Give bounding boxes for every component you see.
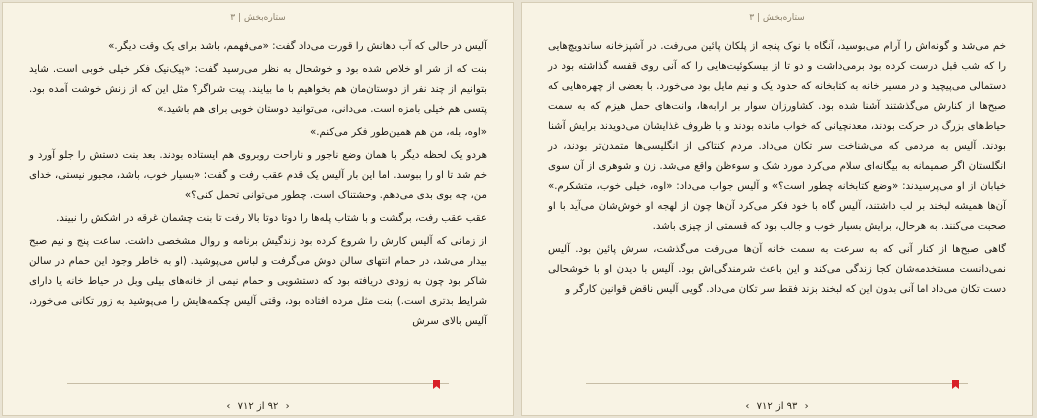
paragraph: گاهی صبح‌ها از کنار آنی که به سرعت به سمت خانه آن‌ها می‌رفت می‌گذشت، سرش پائین بود. آلیس نمی‌دانست مستخدمه‌شان کجا زندگی می‌کند و این باعث شرمندگی‌اش بود. آلیس با دیدن او با خوشحالی دست تکان می‌داد اما آنی بدون این که لبخند بزند فقط سر تکان می‌داد. گویی آلیس ناقض قوانین کارگر و	[548, 244, 1006, 295]
page-navigation	[522, 401, 1032, 412]
bookmark-icon[interactable]	[952, 380, 959, 389]
paragraph: خم می‌شد و گونه‌اش را آرام می‌بوسید، آنگاه با نوک پنجه از پلکان پائین می‌رفت. در آشپزخانه ساندویچ‌هایی را که شب قبل درست کرده بود برمی‌داشت و دو تا از بیسکوئیت‌هایی را که آنی روی قفسه گذاشته بود در دستمالی می‌پیچید و در مسیر خانه به کتابخانه که حدود یک و نیم مایل بود می‌خورد. با بعضی از چهره‌هایی که صبح‌ها از کنارش می‌گذشتند آشنا شده بود. کشاورزان سوار بر ارابه‌ها، وانت‌های حمل هیزم که به سمت حیاط‌های بزرگ در حرکت بودند، معدنچیانی که خواب مانده بودند و با ظروف غذایشان می‌دویدند برایش آشنا بودند. آلیس به مردمی که می‌شناخت سر تکان می‌داد. مردم کنتاکی از انگلیسی‌ها متمدن‌تر بودند، در انگلستان اگر صمیمانه به بیگانه‌ای سلام می‌کرد مورد شک و سوءظن واقع می‌شد. زن و شوهری از آن سوی خیابان از او می‌پرسیدند: «وضع کتابخانه چطور است؟» و آلیس جواب می‌داد: «اوه، خیلی خوب، متشکرم.» آن‌ها همیشه لبخند بر لب داشتند، آلیس گاه با خود فکر می‌کرد آن‌ها چون از لهجه او خوش‌شان می‌آید با او صحبت می‌کنند. به هرحال، برایش بسیار خوب و جالب بود که قسمتی از چیزی باشد.	[548, 41, 1006, 232]
paragraph: «اوه، بله، من هم همین‌طور فکر می‌کنم.»	[310, 127, 487, 138]
paragraph: از زمانی که آلیس کارش را شروع کرده بود زندگیش برنامه و روال مشخصی داشت. ساعت پنج و نیم صبح بیدار می‌شد، در حمام انتهای سالن دوش می‌گرفت و لباس می‌پوشید. (او به خاطر وجود این حمام در سالن شاکر بود چون به زودی دریافته بود که دستشویی و حمام نیمی از خانه‌های بیلی وبل در حیاط خانه یا دارای شرایط بدتری است.) بنت مثل مرده افتاده بود، وقتی آلیس چکمه‌هایش را می‌پوشید به زور تکانی می‌خورد، آلیس بالای سرش	[29, 236, 487, 327]
page-number: ۹۳ از ۷۱۲	[756, 401, 798, 412]
paragraph: بنت که از شر او خلاص شده بود و خوشحال به نظر می‌رسید گفت: «پیک‌نیک فکر خیلی خوبی است. شاید بتوانیم از چند نفر از دوستان‌مان هم بخواهیم با ما بیایند. پیت شراگر؟ مثل این که از زنش خوشت آمده بود. پتسی هم خیلی بامزه است. می‌دانی، می‌توانید دوستان خوبی برای هم باشید.»	[29, 64, 487, 115]
paragraph: عقب عقب رفت، برگشت و با شتاب پله‌ها را دوتا دوتا بالا رفت تا بنت چشمان غرقه در اشکش را نبیند.	[56, 213, 487, 224]
page-header: ستاره‌بخش | ۳	[230, 13, 286, 23]
prev-page-button[interactable]: ‹	[804, 401, 809, 412]
paragraph: آلیس در حالی که آب دهانش را قورت می‌داد گفت: «می‌فهمم، باشد برای یک وقت دیگر.»	[108, 41, 487, 52]
right-page	[521, 2, 1033, 416]
prev-page-button[interactable]: ‹	[285, 401, 290, 412]
next-page-button[interactable]: ›	[745, 401, 750, 412]
bookmark-icon[interactable]	[433, 380, 440, 389]
next-page-button[interactable]: ›	[226, 401, 231, 412]
paragraph: هردو یک لحظه دیگر با همان وضع ناجور و ناراحت روبروی هم ایستاده بودند. بعد بنت دستش را جلو آورد و خم شد تا او را ببوسد. اما این بار آلیس یک قدم عقب رفت و گفت: «بسیار خوب، باشد، مجبور نیستی، خدای من، چه بوی بدی می‌دهم. وحشتناک است. چطور می‌توانی تحمل کنی؟»	[29, 150, 487, 201]
page-header: ستاره‌بخش | ۳	[749, 13, 805, 23]
page-text	[548, 37, 1006, 300]
reading-progress-bar[interactable]	[67, 383, 449, 384]
page-navigation	[3, 401, 513, 412]
page-number: ۹۲ از ۷۱۲	[237, 401, 279, 412]
page-text	[29, 37, 487, 332]
left-page	[2, 2, 514, 416]
reading-progress-bar[interactable]	[586, 383, 968, 384]
